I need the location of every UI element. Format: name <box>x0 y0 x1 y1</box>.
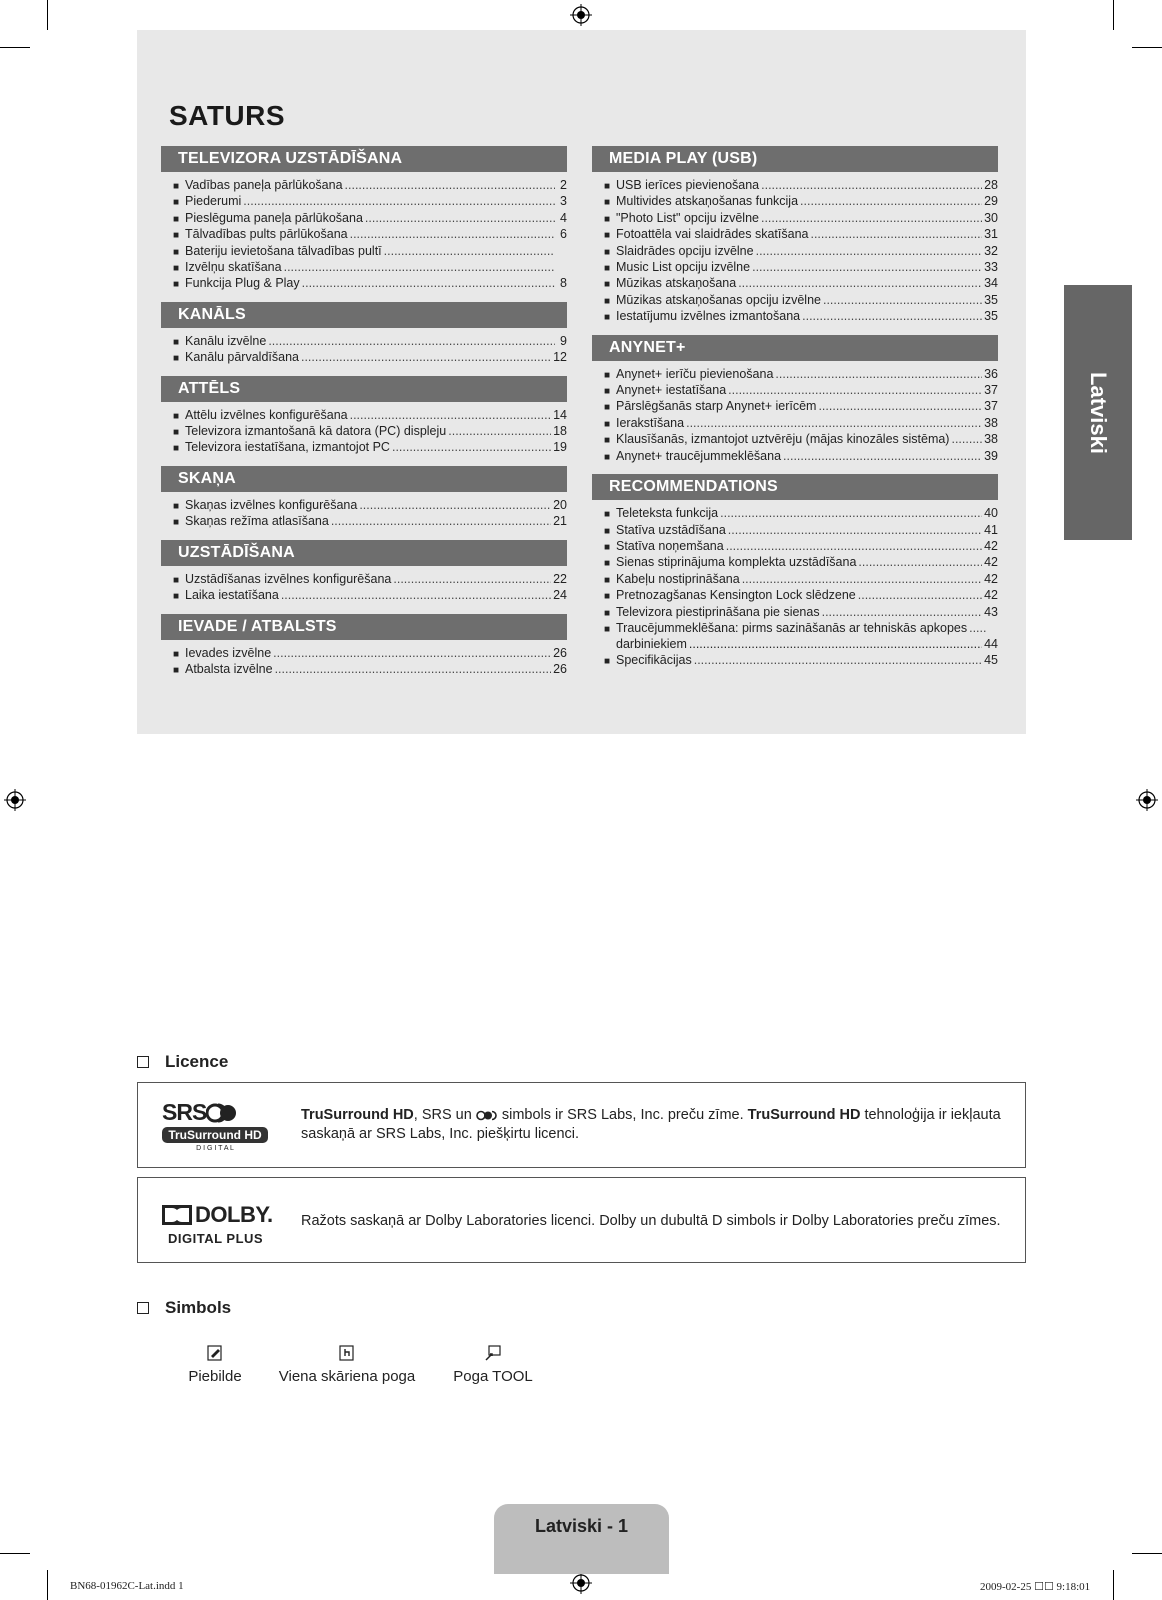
square-bullet-icon: ■ <box>604 386 611 398</box>
leader-dots <box>359 498 551 513</box>
toc-entry-title: Fotoattēla vai slaidrādes skatīšana <box>616 227 809 242</box>
toc-entry-title: Uzstādīšanas izvēlnes konfigurēšana <box>185 571 392 586</box>
square-bullet-icon: ■ <box>173 664 180 676</box>
crop-mark <box>1113 1570 1114 1600</box>
toc-entry[interactable] <box>161 276 567 292</box>
toc-section-heading: TELEVIZORA UZSTĀDĪŠANA <box>161 146 567 172</box>
toc-entry-title: Televizora piestiprināšana pie sienas <box>616 604 820 619</box>
toc-entry[interactable] <box>161 662 567 678</box>
symbol-tool <box>448 1345 538 1385</box>
toc-section-heading: MEDIA PLAY (USB) <box>592 146 998 172</box>
square-bullet-icon: ■ <box>173 213 180 225</box>
dolby-logo-top: DOLBY. <box>195 1202 273 1227</box>
leader-dots <box>273 646 551 661</box>
toc-entry-title: Pretnozagšanas Kensington Lock slēdzene <box>616 588 856 603</box>
toc-section <box>161 614 567 679</box>
toc-entry[interactable] <box>592 506 998 522</box>
toc-entry-title: Pieslēguma paneļa pārlūkošana <box>185 210 363 225</box>
leader-dots <box>393 572 551 587</box>
square-bullet-icon: ■ <box>173 263 180 275</box>
square-bullet-icon: ■ <box>173 336 180 348</box>
toc-entry[interactable] <box>161 424 567 440</box>
toc-entry-page: 9 <box>560 333 567 348</box>
leader-dots <box>822 605 983 620</box>
toc-section-heading: UZSTĀDĪŠANA <box>161 540 567 566</box>
toc-entry[interactable] <box>592 653 998 669</box>
square-bullet-icon: ■ <box>604 246 611 258</box>
toc-entry-page: 42 <box>984 555 998 570</box>
toc-entry-title: Tālvadības pults pārlūkošana <box>185 227 348 242</box>
toc-entry[interactable] <box>161 334 567 350</box>
square-bullet-icon: ■ <box>604 263 611 275</box>
toc-section <box>592 335 998 465</box>
toc-entry-page: 41 <box>984 522 998 537</box>
page-number-tab <box>494 1504 669 1574</box>
toc-entry-title: Teleteksta funkcija <box>616 506 719 521</box>
leader-dots <box>448 424 551 439</box>
registration-mark-icon <box>1136 789 1158 811</box>
toc-entry-page: 26 <box>553 661 567 676</box>
srs-logo-top: SRS <box>162 1099 207 1125</box>
square-bullet-icon: ■ <box>173 443 180 455</box>
toc-entry-title: Televizora izmantošanā kā datora (PC) displeju <box>185 424 447 439</box>
toc-entry[interactable] <box>161 408 567 424</box>
toc-entry[interactable] <box>592 383 998 399</box>
toc-entry[interactable] <box>592 416 998 432</box>
dolby-logo-bot: DIGITAL PLUS <box>168 1231 264 1246</box>
crop-mark <box>0 47 30 48</box>
square-bullet-icon: ■ <box>604 623 611 635</box>
toc-entry[interactable] <box>161 260 567 276</box>
toc-entry-title: darbiniekiem <box>616 637 687 652</box>
square-bullet-icon: ■ <box>604 525 611 537</box>
symbol-one-touch-label: Viena skāriena poga <box>278 1368 416 1385</box>
leader-dots <box>268 334 555 349</box>
toc-entry-title: Izvēlņu skatīšana <box>185 260 282 275</box>
crop-mark <box>47 1570 48 1600</box>
toc-section-heading: ANYNET+ <box>592 335 998 361</box>
leader-dots <box>284 260 555 275</box>
srs-logo <box>162 1099 272 1152</box>
side-tab-label: Latviski <box>1086 371 1111 454</box>
leader-dots <box>728 523 982 538</box>
toc-entry-page: 31 <box>984 227 998 242</box>
toc-entry-title: Atbalsta izvēlne <box>185 661 273 676</box>
square-bullet-icon: ■ <box>604 607 611 619</box>
toc-entry[interactable] <box>592 293 998 309</box>
leader-dots <box>392 440 551 455</box>
toc-entry-page: 37 <box>984 383 998 398</box>
srs-text-3: tehnoloģija ir iekļauta saskaņā ar SRS Labs, Inc. piešķirtu licenci. <box>301 1107 1001 1142</box>
toc-entry-title: Mūzikas atskaņošana <box>616 276 737 291</box>
square-bullet-icon: ■ <box>173 517 180 529</box>
square-bullet-icon: ■ <box>604 655 611 667</box>
leader-dots <box>331 514 551 529</box>
toc-entry[interactable] <box>592 244 998 260</box>
leader-dots <box>858 555 982 570</box>
square-bullet-icon: ■ <box>604 451 611 463</box>
toc-entry-title: Statīva noņemšana <box>616 538 724 553</box>
square-bullet-icon: ■ <box>604 558 611 570</box>
toc-entry-page: 8 <box>560 276 567 291</box>
toc-entry-title: Vadības paneļa pārlūkošana <box>185 178 343 192</box>
toc-entry-page: 42 <box>984 588 998 603</box>
square-bullet-icon: ■ <box>604 418 611 430</box>
toc-section-heading: SKAŅA <box>161 466 567 492</box>
toc-entry-page: 21 <box>553 514 567 529</box>
square-bullet-icon: ■ <box>173 410 180 422</box>
toc-entry-page: 29 <box>984 194 998 209</box>
srs-circle-icon <box>206 1102 246 1124</box>
toc-entry-page: 40 <box>984 506 998 521</box>
toc-entry[interactable] <box>161 178 567 194</box>
square-bullet-icon: ■ <box>173 574 180 586</box>
toc-entry-title: Pārslēgšanās starp Anynet+ ierīcēm <box>616 399 817 414</box>
toc-entry-page: 19 <box>553 440 567 455</box>
leader-dots <box>823 293 982 308</box>
toc-entry[interactable] <box>592 539 998 555</box>
toc-entry-title: Anynet+ traucējummeklēšana <box>616 448 782 463</box>
leader-dots <box>858 588 982 603</box>
toc-entry-title: Specifikācijas <box>616 652 692 667</box>
symbols-heading-text: Simbols <box>165 1298 232 1317</box>
toc-entry[interactable] <box>592 178 998 194</box>
leader-dots <box>384 244 555 259</box>
toc-entry-title: Televizora iestatīšana, izmantojot PC <box>185 440 390 455</box>
srs-bold-1: TruSurround HD <box>301 1107 414 1123</box>
symbol-note <box>180 1345 250 1385</box>
toc-section <box>161 302 567 367</box>
leader-dots <box>728 383 982 398</box>
toc-entry[interactable] <box>592 523 998 539</box>
square-bullet-icon: ■ <box>173 197 180 209</box>
leader-dots <box>810 227 982 242</box>
toc-entry-title: Attēlu izvēlnes konfigurēšana <box>185 407 348 422</box>
toc-entry-title: Mūzikas atskaņošanas opciju izvēlne <box>616 292 821 307</box>
leader-dots <box>302 276 555 291</box>
toc-entry-title: "Photo List" opciju izvēlne <box>616 210 759 225</box>
srs-licence-text <box>301 1106 1017 1144</box>
toc-entry-page: 22 <box>553 571 567 586</box>
symbols-heading <box>137 1298 231 1318</box>
toc-entry-page: 18 <box>553 424 567 439</box>
toc-entry[interactable] <box>161 440 567 456</box>
square-bullet-icon: ■ <box>604 181 611 192</box>
toc-entry[interactable] <box>161 514 567 530</box>
language-side-tab <box>1064 285 1132 540</box>
toc-section-heading: ATTĒLS <box>161 376 567 402</box>
toc-entry-page: 32 <box>984 243 998 258</box>
toc-entry[interactable] <box>161 350 567 366</box>
leader-dots <box>281 588 551 603</box>
toc-entry[interactable] <box>592 367 998 383</box>
toc-column-right <box>592 146 998 678</box>
leader-dots <box>350 227 555 242</box>
toc-entry-page: 33 <box>984 260 998 275</box>
leader-dots <box>761 178 982 193</box>
toc-entry-page: 43 <box>984 604 998 619</box>
srs-text-1: , SRS un <box>413 1107 476 1123</box>
toc-entry-title: Anynet+ iestatīšana <box>616 383 727 398</box>
square-bullet-icon: ■ <box>173 230 180 242</box>
square-bullet-icon: ■ <box>173 353 180 365</box>
toc-entry-title: Iestatījumu izvēlnes izmantošana <box>616 309 801 324</box>
toc-section-heading: RECOMMENDATIONS <box>592 474 998 500</box>
dolby-dd-icon <box>162 1205 192 1225</box>
square-bullet-icon: ■ <box>173 279 180 291</box>
toc-section <box>161 146 567 293</box>
leader-dots <box>726 539 982 554</box>
toc-entry-title: Funkcija Plug & Play <box>185 276 300 291</box>
checkbox-bullet-icon <box>137 1302 149 1314</box>
registration-mark-icon <box>570 1572 592 1594</box>
toc-entry-page: 42 <box>984 571 998 586</box>
toc-entry-title: Kabeļu nostiprināšana <box>616 571 740 586</box>
symbol-one-touch <box>272 1345 422 1385</box>
toc-entry[interactable] <box>161 244 567 260</box>
srs-symbol-icon <box>476 1110 498 1121</box>
leader-dots <box>752 260 982 275</box>
toc-entry-title: Ierakstīšana <box>616 415 685 430</box>
square-bullet-icon: ■ <box>604 574 611 586</box>
toc-entry-title: Laika iestatīšana <box>185 588 279 603</box>
toc-entry-title: Statīva uzstādīšana <box>616 522 726 537</box>
toc-entry[interactable] <box>592 399 998 415</box>
toc-entry-title: Multivides atskaņošanas funkcija <box>616 194 799 209</box>
toc-entry-title: Skaņas režīma atlasīšana <box>185 514 329 529</box>
srs-logo-mid: TruSurround HD <box>162 1127 268 1143</box>
toc-entry-page: 38 <box>984 432 998 447</box>
toc-entry-page: 36 <box>984 366 998 381</box>
page-number-label: Latviski - 1 <box>534 1516 629 1536</box>
leader-dots <box>800 194 982 209</box>
toc-entry-title: Piederumi <box>185 194 242 209</box>
toc-entry-page: 45 <box>984 652 998 667</box>
toc-entry-page: 3 <box>560 194 567 209</box>
square-bullet-icon: ■ <box>173 591 180 603</box>
srs-licence-box <box>137 1082 1026 1168</box>
toc-entry-page: 28 <box>984 178 998 192</box>
dolby-licence-text: Ražots saskaņā ar Dolby Laboratories licenci. Dolby un dubultā D simbols ir Dolby Laboratories preču zīmes. <box>301 1213 1001 1229</box>
toc-entry[interactable] <box>592 449 998 465</box>
symbol-tool-label: Poga TOOL <box>453 1368 533 1385</box>
square-bullet-icon: ■ <box>604 197 611 209</box>
square-bullet-icon: ■ <box>604 295 611 307</box>
leader-dots <box>720 506 982 521</box>
leader-dots <box>689 637 982 652</box>
square-bullet-icon: ■ <box>604 591 611 603</box>
toc-entry-title: Sienas stiprinājuma komplekta uzstādīšana <box>616 555 857 570</box>
toc-entry[interactable] <box>592 260 998 276</box>
square-bullet-icon: ■ <box>604 279 611 291</box>
leader-dots <box>686 416 982 431</box>
square-bullet-icon: ■ <box>173 648 180 660</box>
toc-entry-page: 26 <box>553 645 567 660</box>
srs-bold-2: TruSurround HD <box>747 1107 861 1123</box>
leader-dots <box>243 194 555 209</box>
toc-section <box>592 474 998 669</box>
toc-entry[interactable] <box>592 194 998 210</box>
toc-entry-title: Skaņas izvēlnes konfigurēšana <box>185 497 358 512</box>
toc-section-heading: KANĀLS <box>161 302 567 328</box>
toc-entry-page: 2 <box>560 178 567 192</box>
toc-entry[interactable] <box>161 572 567 588</box>
toc-section <box>161 466 567 531</box>
leader-dots <box>742 572 982 587</box>
toc-entry[interactable] <box>161 498 567 514</box>
toc-section <box>161 376 567 457</box>
toc-entry-page: 4 <box>560 210 567 225</box>
toc-entry-page: 42 <box>984 538 998 553</box>
toc-entry-title: USB ierīces pievienošana <box>616 178 760 192</box>
toc-entry-page: 6 <box>560 227 567 242</box>
square-bullet-icon: ■ <box>173 500 180 512</box>
toc-entry-page: 35 <box>984 309 998 324</box>
leader-dots <box>694 653 982 668</box>
leader-dots <box>738 276 982 291</box>
toc-entry-page: 35 <box>984 292 998 307</box>
toc-entry-page: 24 <box>553 588 567 603</box>
toc-entry[interactable] <box>592 621 998 637</box>
square-bullet-icon: ■ <box>604 435 611 447</box>
toc-entry-page: 20 <box>553 497 567 512</box>
leader-dots <box>761 211 982 226</box>
leader-dots <box>818 399 982 414</box>
leader-dots <box>775 367 982 382</box>
crop-mark <box>47 0 48 30</box>
toc-entry[interactable] <box>161 227 567 243</box>
crop-mark <box>0 1553 30 1554</box>
leader-dots <box>969 621 986 636</box>
toc-section-heading: IEVADE / ATBALSTS <box>161 614 567 640</box>
square-bullet-icon: ■ <box>604 402 611 414</box>
toc-entry[interactable] <box>592 432 998 448</box>
toc-panel <box>137 30 1026 734</box>
leader-dots <box>275 662 552 677</box>
toc-entry[interactable] <box>592 211 998 227</box>
toc-entry-page: 34 <box>984 276 998 291</box>
leader-dots <box>783 449 982 464</box>
checkbox-bullet-icon <box>137 1056 149 1068</box>
leader-dots <box>365 211 555 226</box>
toc-entry-page: 39 <box>984 448 998 463</box>
toc-entry[interactable] <box>592 572 998 588</box>
leader-dots <box>951 432 982 447</box>
toc-entry[interactable] <box>592 555 998 571</box>
toc-entry-page: 38 <box>984 415 998 430</box>
srs-logo-bot: D I G I T A L <box>196 1145 234 1152</box>
licence-heading <box>137 1052 228 1072</box>
square-bullet-icon: ■ <box>173 181 180 192</box>
square-bullet-icon: ■ <box>604 213 611 225</box>
leader-dots <box>802 309 982 324</box>
registration-mark-icon <box>570 4 592 26</box>
toc-title: SATURS <box>169 100 286 131</box>
toc-entry-continuation[interactable] <box>592 637 998 652</box>
dolby-logo <box>162 1202 282 1246</box>
toc-entry-page: 30 <box>984 210 998 225</box>
toc-section <box>161 540 567 605</box>
square-bullet-icon: ■ <box>604 230 611 242</box>
toc-entry-page: 44 <box>984 637 998 652</box>
square-bullet-icon: ■ <box>173 246 180 258</box>
toc-entry-page: 12 <box>553 350 567 365</box>
square-bullet-icon: ■ <box>604 369 611 381</box>
toc-entry[interactable] <box>592 309 998 325</box>
crop-mark <box>1132 1553 1162 1554</box>
slug-left: BN68-01962C-Lat.indd 1 <box>70 1580 184 1592</box>
toc-entry-title: Klausīšanās, izmantojot uztvērēju (mājas kinozāles sistēma) <box>616 432 950 447</box>
slug-right: 2009-02-25 ☐☐ 9:18:01 <box>980 1581 1091 1593</box>
crop-mark <box>1113 0 1114 30</box>
leader-dots <box>756 244 983 259</box>
square-bullet-icon: ■ <box>604 509 611 521</box>
toc-entry-title: Ievades izvēlne <box>185 645 272 660</box>
leader-dots <box>345 178 555 193</box>
toc-entry-title: Music List opciju izvēlne <box>616 260 751 275</box>
square-bullet-icon: ■ <box>604 312 611 324</box>
toc-entry-title: Slaidrādes opciju izvēlne <box>616 243 754 258</box>
leader-dots <box>301 350 551 365</box>
toc-entry-title: Kanālu izvēlne <box>185 333 267 348</box>
square-bullet-icon: ■ <box>173 427 180 439</box>
toc-entry[interactable] <box>592 276 998 292</box>
toc-entry-title: Kanālu pārvaldīšana <box>185 350 299 365</box>
symbol-note-label: Piebilde <box>188 1368 242 1385</box>
square-bullet-icon: ■ <box>604 541 611 553</box>
toc-entry[interactable] <box>161 646 567 662</box>
toc-entry[interactable] <box>592 588 998 604</box>
dolby-licence-box <box>137 1177 1026 1263</box>
note-icon <box>207 1345 223 1361</box>
registration-mark-icon <box>4 789 26 811</box>
leader-dots <box>350 408 551 423</box>
toc-entry-page: 14 <box>553 407 567 422</box>
one-touch-icon <box>339 1345 355 1361</box>
toc-section <box>592 146 998 326</box>
toc-entry-title: Bateriju ievietošana tālvadības pultī <box>185 243 382 258</box>
toc-entry[interactable] <box>592 227 998 243</box>
srs-text-2: simbols ir SRS Labs, Inc. preču zīme. <box>497 1107 748 1123</box>
toc-entry[interactable] <box>161 211 567 227</box>
crop-mark <box>1132 47 1162 48</box>
toc-entry[interactable] <box>161 588 567 604</box>
toc-entry-title: Anynet+ ierīču pievienošana <box>616 366 774 381</box>
toc-entry[interactable] <box>592 605 998 621</box>
toc-entry-page: 37 <box>984 399 998 414</box>
toc-entry-title: Traucējummeklēšana: pirms sazināšanās ar tehniskās apkopes <box>616 620 968 635</box>
toc-entry[interactable] <box>161 194 567 210</box>
licence-heading-text: Licence <box>165 1052 229 1071</box>
tool-icon <box>485 1345 501 1361</box>
toc-column-left <box>161 146 567 687</box>
